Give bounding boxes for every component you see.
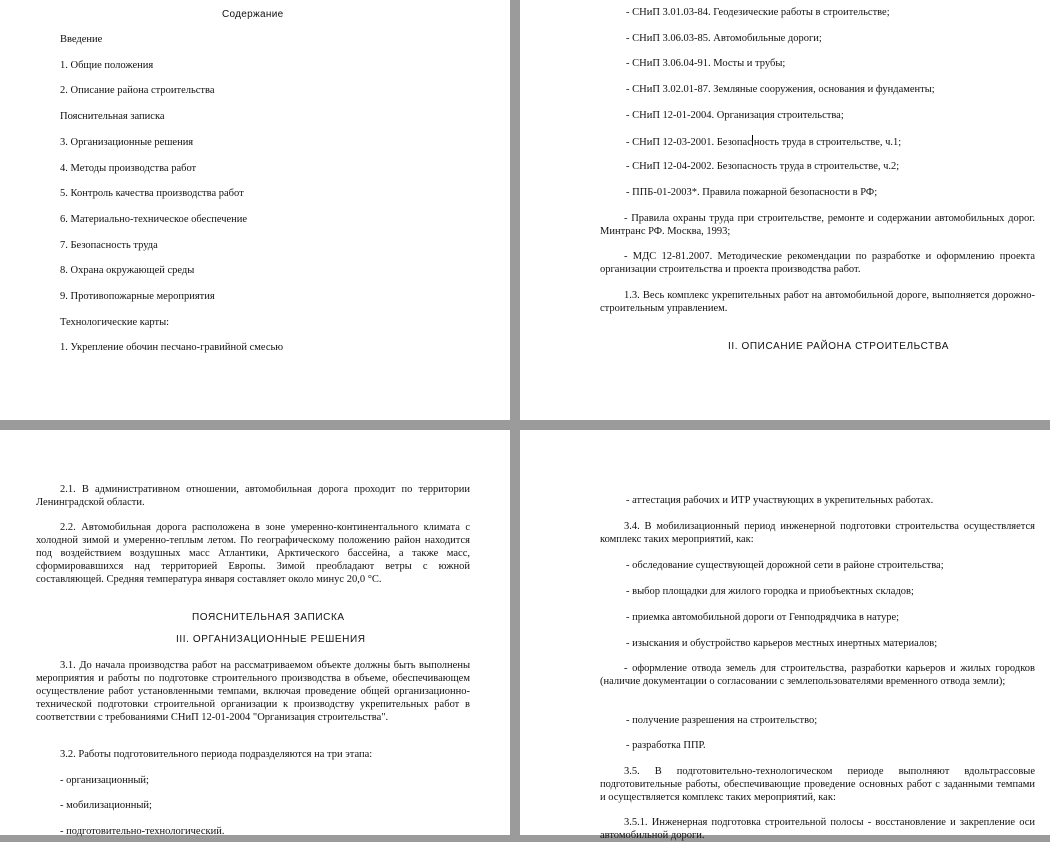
paragraph-3-4: 3.4. В мобилизационный период инженерной подготовки строительства осуществляется комплекс таких мероприятий, как: xyxy=(600,521,1035,545)
list-item: - приемка автомобильной дороги от Генподрядчика в натуре; xyxy=(626,612,900,623)
paragraph-3-5: 3.5. В подготовительно-технологическом периоде выполняют вдольтрассовые подготовительные работы, обеспечивающие проведение основных работ с заданными темпами и осуществляется комплекс таких мероприятий, как: xyxy=(600,766,1035,803)
text-after-cursor: ность труда в строительстве, ч.1; xyxy=(753,137,902,148)
toc-item[interactable]: 5. Контроль качества производства работ xyxy=(60,188,244,199)
toc-item[interactable]: Введение xyxy=(60,34,103,45)
paragraph-3-1: 3.1. До начала производства работ на рассматриваемом объекте должны быть выполнены мероприятия и работы по подготовке строительного производства в объеме, обеспечивающем осуществление работ установленными темпами, включая проведение общей организационно-технической подготовки строительной организации к производству укрепительных работ в соответствии с требованиями СНиП 12-01-2004 "Организация строительства". xyxy=(36,660,470,723)
paragraph-1-3: 1.3. Весь комплекс укрепительных работ на автомобильной дороге, выполняется дорожно-строительным управлением. xyxy=(600,290,1035,314)
list-item: - получение разрешения на строительство; xyxy=(626,715,818,726)
toc-item[interactable]: 9. Противопожарные мероприятия xyxy=(60,291,215,302)
list-item: - выбор площадки для жилого городка и приобъектных складов; xyxy=(626,586,914,597)
norm-list-item: - СНиП 12-04-2002. Безопасность труда в строительстве, ч.2; xyxy=(626,161,900,172)
norm-list-item: - СНиП 3.02.01-87. Земляные сооружения, основания и фундаменты; xyxy=(626,84,935,95)
toc-item[interactable]: 4. Методы производства работ xyxy=(60,163,197,174)
document-page-3 xyxy=(0,430,510,835)
list-item: - разработка ППР. xyxy=(626,740,706,751)
norm-list-item: - СНиП 12-01-2004. Организация строительства; xyxy=(626,110,844,121)
paragraph-2-1: 2.1. В административном отношении, автомобильная дорога проходит по территории Ленинградской области. xyxy=(36,484,470,508)
list-item: - аттестация рабочих и ИТР участвующих в укрепительных работах. xyxy=(626,495,934,506)
toc-item[interactable]: Технологические карты: xyxy=(60,317,170,328)
section-heading: III. ОРГАНИЗАЦИОННЫЕ РЕШЕНИЯ xyxy=(176,634,366,645)
norm-list-item: - ППБ-01-2003*. Правила пожарной безопасности в РФ; xyxy=(626,187,878,198)
toc-item[interactable]: Пояснительная записка xyxy=(60,111,165,122)
toc-item[interactable]: 8. Охрана окружающей среды xyxy=(60,265,195,276)
list-item: - обследование существующей дорожной сети в районе строительства; xyxy=(626,560,944,571)
toc-item[interactable]: 1. Общие положения xyxy=(60,60,154,71)
toc-title: Содержание xyxy=(222,9,284,20)
list-item: - изыскания и обустройство карьеров местных инертных материалов; xyxy=(626,638,938,649)
stage-list-item: - подготовительно-технологический. xyxy=(60,826,225,837)
paragraph-3-5-1: 3.5.1. Инженерная подготовка строительной полосы - восстановление и закрепление оси автомобильной дороги. xyxy=(600,817,1035,841)
mds-paragraph: - МДС 12-81.2007. Методические рекомендации по разработке и оформлению проекта организации строительства и проекта производства работ. xyxy=(600,251,1035,275)
norm-list-item: - СНиП 3.06.03-85. Автомобильные дороги; xyxy=(626,33,822,44)
toc-item[interactable]: 3. Организационные решения xyxy=(60,137,194,148)
stage-list-item: - организационный; xyxy=(60,775,149,786)
document-page-4 xyxy=(520,430,1050,841)
document-page-2 xyxy=(520,0,1050,420)
norm-list-item-with-cursor[interactable] xyxy=(626,135,901,149)
toc-item[interactable]: 7. Безопасность труда xyxy=(60,240,158,251)
document-page-1 xyxy=(0,0,510,420)
explanatory-note-heading: ПОЯСНИТЕЛЬНАЯ ЗАПИСКА xyxy=(192,612,345,623)
rules-paragraph: - Правила охраны труда при строительстве, ремонте и содержании автомобильных дорог. Минтранс РФ. Москва, 1993; xyxy=(600,213,1035,237)
norm-list-item: - СНиП 3.06.04-91. Мосты и трубы; xyxy=(626,58,786,69)
toc-item[interactable]: 2. Описание района строительства xyxy=(60,85,215,96)
toc-item[interactable]: 1. Укрепление обочин песчано-гравийной смесью xyxy=(60,342,284,353)
toc-item[interactable]: 6. Материально-техническое обеспечение xyxy=(60,214,248,225)
norm-list-item: - СНиП 3.01.03-84. Геодезические работы в строительстве; xyxy=(626,7,890,18)
land-allocation-paragraph: - оформление отвода земель для строительства, разработки карьеров и жилых городков (наличие документации о согласовании с землепользователями временного отвода земли); xyxy=(600,663,1035,687)
section-heading: II. ОПИСАНИЕ РАЙОНА СТРОИТЕЛЬСТВА xyxy=(728,341,950,352)
stage-list-item: - мобилизационный; xyxy=(60,800,152,811)
paragraph-3-2: 3.2. Работы подготовительного периода подразделяются на три этапа: xyxy=(60,749,373,760)
paragraph-2-2: 2.2. Автомобильная дорога расположена в зоне умеренно-континентального климата с холодной зимой и умеренно-теплым летом. По географическому положению район находится под воздействием воздушных масс Атлантики, Арктического бассейна, а также масс, сформировавшихся над территорией Европы. Зимой преобладают ветры с южной составляющей. Средняя температура января составляет около минус 20,0 °С. xyxy=(36,522,470,585)
text-before-cursor: - СНиП 12-03-2001. Безопас xyxy=(626,137,752,148)
